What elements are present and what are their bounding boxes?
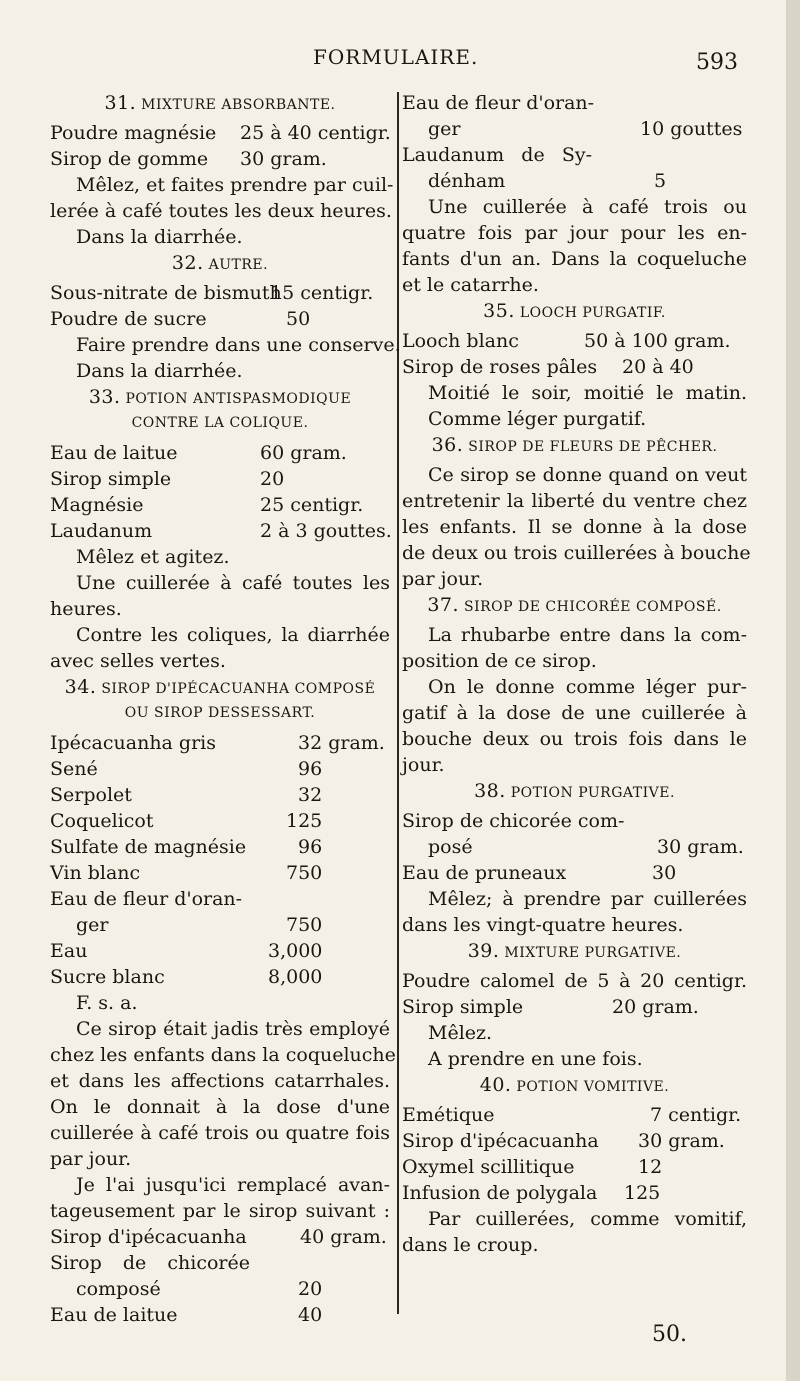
signature-mark: 50. — [652, 1322, 687, 1347]
text-line: chez les enfants dans la coqueluche — [50, 1044, 396, 1066]
text-line: Faire prendre dans une conserve. — [76, 334, 401, 356]
text-line: Une cuillerée à café toutes les — [76, 572, 390, 594]
text-line: Mêlez; à prendre par cuillerées — [428, 888, 747, 910]
text-line: position de ce sirop. — [402, 650, 597, 672]
section-title-35: 35. LOOCH PURGATIF. — [483, 300, 666, 322]
text-line: par jour. — [50, 1148, 132, 1170]
text-line: On le donnait à la dose d'une — [50, 1096, 390, 1118]
page-number: 593 — [696, 50, 738, 75]
recipe-row: Sous-nitrate de bismuth 15 centigr. — [50, 282, 374, 304]
text-line: Ce sirop se donne quand on veut — [428, 464, 747, 486]
text-line: Dans la diarrhée. — [76, 226, 243, 248]
section-title-31: 31. MIXTURE ABSORBANTE. — [104, 92, 336, 114]
text-line: quatre fois par jour pour les en- — [402, 222, 747, 244]
recipe-row: Emétique 7 centigr. — [402, 1104, 742, 1126]
text-line: A prendre en une fois. — [428, 1048, 643, 1070]
section-subtitle-33: CONTRE LA COLIQUE. — [131, 415, 309, 431]
recipe-row: Sirop simple 20 gram. — [402, 996, 699, 1018]
recipe-row: posé 30 gram. — [428, 836, 744, 858]
recipe-row: Infusion de polygala 125 — [402, 1182, 661, 1204]
text-line: Mêlez et agitez. — [76, 546, 230, 568]
recipe-row: dénham 5 — [428, 170, 667, 192]
text-line: La rhubarbe entre dans la com- — [428, 624, 747, 646]
text-line: dans le croup. — [402, 1234, 539, 1256]
recipe-row: Oxymel scillitique 12 — [402, 1156, 663, 1178]
recipe-row: ger 750 — [76, 914, 323, 936]
text-line: Ce sirop était jadis très employé — [76, 1018, 390, 1040]
section-title-34: 34. SIROP D'IPÉCACUANHA COMPOSÉ — [64, 676, 376, 698]
text-line: tageusement par le sirop suivant : — [50, 1200, 390, 1222]
recipe-row: Eau de pruneaux 30 — [402, 862, 677, 884]
text-line: jour. — [402, 754, 445, 776]
page-edge-shadow — [786, 0, 800, 1381]
text-line: et le catarrhe. — [402, 274, 539, 296]
recipe-row: Vin blanc 750 — [50, 862, 323, 884]
recipe-row: ger 10 gouttes — [428, 118, 743, 140]
section-title-38: 38. POTION PURGATIVE. — [474, 780, 675, 802]
recipe-row: composé 20 — [76, 1278, 323, 1300]
recipe-row: Poudre magnésie 25 à 40 centigr. — [50, 122, 391, 144]
text-line: par jour. — [402, 568, 484, 590]
section-title-37: 37. SIROP DE CHICORÉE COMPOSÉ. — [427, 594, 722, 616]
recipe-row: Eau de fleur d'oran- — [50, 888, 243, 910]
text-line: entretenir la liberté du ventre chez — [402, 490, 747, 512]
recipe-row: Looch blanc 50 à 100 gram. — [402, 330, 731, 352]
recipe-row: Sené 96 — [50, 758, 323, 780]
text-line: Une cuillerée à café trois ou — [428, 196, 747, 218]
text-line: Mêlez. — [428, 1022, 493, 1044]
text-line: bouche deux ou trois fois dans le — [402, 728, 747, 750]
section-title-39: 39. MIXTURE PURGATIVE. — [467, 940, 682, 962]
recipe-row: Eau 3,000 — [50, 940, 323, 962]
text-line: Comme léger purgatif. — [428, 408, 647, 430]
recipe-row: Poudre de sucre 50 — [50, 308, 311, 330]
recipe-row: Sirop de roses pâles 20 à 40 — [402, 356, 694, 378]
text-line: et dans les affections catarrhales. — [50, 1070, 390, 1092]
recipe-row: Coquelicot 125 — [50, 810, 323, 832]
recipe-row: Sirop simple 20 — [50, 468, 285, 490]
right-column — [402, 90, 751, 1258]
section-subtitle-34: OU SIROP DESSESSART. — [124, 705, 316, 721]
recipe-row: Ipécacuanha gris 32 gram. — [50, 732, 385, 754]
text-line: Je l'ai jusqu'ici remplacé avan- — [76, 1174, 390, 1196]
text-line: avec selles vertes. — [50, 650, 226, 672]
text-line: Moitié le soir, moitié le matin. — [428, 382, 747, 404]
recipe-row: Eau de laitue 40 — [50, 1304, 323, 1326]
section-title-36: 36. SIROP DE FLEURS DE PÊCHER. — [431, 434, 718, 456]
recipe-row: Eau de laitue 60 gram. — [50, 442, 347, 464]
text-line: cuillerée à café trois ou quatre fois — [50, 1122, 390, 1144]
recipe-row: Laudanum 2 à 3 gouttes. — [50, 520, 392, 542]
recipe-row: Laudanum de Sy- — [402, 144, 592, 166]
recipe-row: Sirop de gomme 30 gram. — [50, 148, 327, 170]
recipe-row: Sirop de chicorée com- — [402, 810, 625, 832]
section-title-32: 32. AUTRE. — [171, 252, 269, 274]
text-line: dans les vingt-quatre heures. — [402, 914, 684, 936]
text-line: lerée à café toutes les deux heures. — [50, 200, 392, 222]
column-divider — [397, 92, 399, 1314]
text-line: Dans la diarrhée. — [76, 360, 243, 382]
text-line: F. s. a. — [76, 992, 138, 1014]
left-column — [50, 90, 401, 1328]
text-line: fants d'un an. Dans la coqueluche — [402, 248, 747, 270]
recipe-row: Serpolet 32 — [50, 784, 323, 806]
text-line: Par cuillerées, comme vomitif, — [428, 1208, 747, 1230]
running-header-title: FORMULAIRE. — [313, 45, 479, 69]
section-title-40: 40. POTION VOMITIVE. — [479, 1074, 670, 1096]
recipe-row: Eau de fleur d'oran- — [402, 92, 595, 114]
text-line: heures. — [50, 598, 122, 620]
text-line: On le donne comme léger pur- — [428, 676, 747, 698]
text-line: de deux ou trois cuillerées à bouche — [402, 542, 751, 564]
recipe-row: Sirop de chicorée — [50, 1252, 250, 1274]
recipe-row: Sirop d'ipécacuanha 40 gram. — [50, 1226, 387, 1248]
recipe-row: Sucre blanc 8,000 — [50, 966, 323, 988]
text-line: gatif à la dose de une cuillerée à — [402, 702, 747, 724]
recipe-row: Magnésie 25 centigr. — [50, 494, 364, 516]
text-line: les enfants. Il se donne à la dose — [402, 516, 747, 538]
recipe-row: Sirop d'ipécacuanha 30 gram. — [402, 1130, 725, 1152]
text-line: Contre les coliques, la diarrhée — [76, 624, 390, 646]
recipe-row: Sulfate de magnésie 96 — [50, 836, 323, 858]
section-title-33: 33. POTION ANTISPASMODIQUE — [88, 386, 352, 408]
text-line: Mêlez, et faites prendre par cuil- — [76, 174, 394, 196]
recipe-row: Poudre calomel de 5 à 20 centigr. — [402, 970, 747, 992]
